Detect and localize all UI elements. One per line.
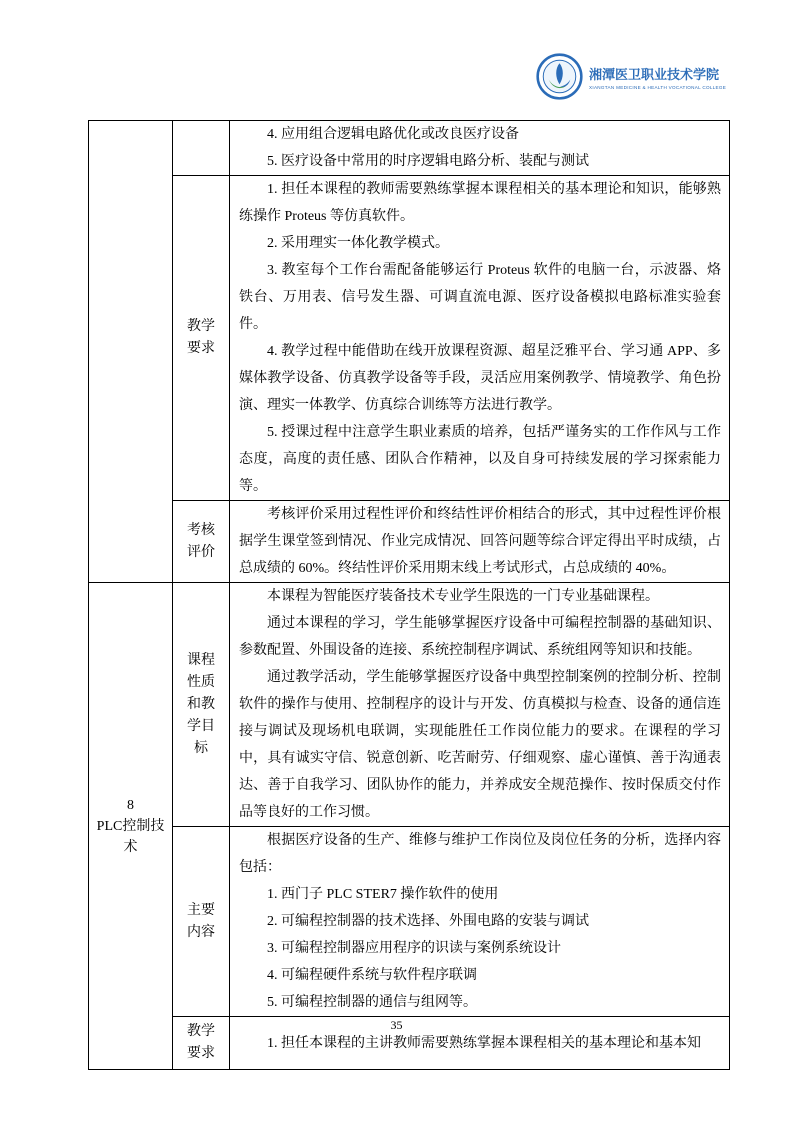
content-item: 5. 可编程控制器的通信与组网等。 <box>267 995 477 1010</box>
syllabus-item: 5. 医疗设备中常用的时序逻辑电路分析、装配与测试 <box>267 154 589 169</box>
course-number-cell-empty <box>89 121 173 583</box>
table-row-teaching-requirements-1 <box>89 176 730 501</box>
nature-paragraph: 通过本课程的学习，学生能够掌握医疗设备中可编程控制器的基础知识、参数配置、外围设备的连接、系统控制程序调试、系统组网等知识和技能。 <box>239 616 721 658</box>
content-cell-assessment <box>230 501 730 583</box>
row-label-assessment: 考核评价 <box>173 501 230 583</box>
requirement-item: 3. 教室每个工作台需配备能够运行 Proteus 软件的电脑一台，示波器、烙铁台、万用表、信号发生器、可调直流电源、医疗设备模拟电路标准实验套件。 <box>239 263 721 332</box>
content-cell-teaching-requirements-1 <box>230 176 730 501</box>
course-name: PLC控制技术 <box>96 818 165 855</box>
college-name-english: XIANGTAN MEDICINE & HEALTH VOCATIONAL COLLEGE <box>589 84 727 90</box>
assessment-text: 考核评价采用过程性评价和终结性评价相结合的形式，其中过程性评价根据学生课堂签到情况、作业完成情况、回答问题等综合评定得出平时成绩，占总成绩的 60%。终结性评价采用期末线上考试形式，占总成绩的 40%。 <box>239 507 721 576</box>
content-item: 1. 西门子 PLC STER7 操作软件的使用 <box>267 887 499 902</box>
content-cell-course-nature <box>230 583 730 827</box>
requirement-item: 5. 授课过程中注意学生职业素质的培养，包括严谨务实的工作作风与工作态度，高度的责任感、团队合作精神，以及自身可持续发展的学习探索能力等。 <box>239 425 721 494</box>
content-item: 2. 可编程控制器的技术选择、外围电路的安装与调试 <box>267 914 589 929</box>
course-number: 8 <box>127 797 134 813</box>
requirement-item: 2. 采用理实一体化教学模式。 <box>267 236 449 251</box>
syllabus-item: 4. 应用组合逻辑电路优化或改良医疗设备 <box>267 127 519 142</box>
content-cell-main-content <box>230 827 730 1017</box>
college-logo-text <box>589 64 726 90</box>
row-label-cell-empty <box>173 121 230 176</box>
requirement-item: 1. 担任本课程的主讲教师需要熟练掌握本课程相关的基本理论和基本知 <box>267 1035 701 1051</box>
row-label-course-nature: 课程性质和教学目标 <box>173 583 230 827</box>
content-item: 4. 可编程硬件系统与软件程序联调 <box>267 968 477 983</box>
main-content-intro: 根据医疗设备的生产、维修与维护工作岗位及岗位任务的分析，选择内容包括： <box>239 833 721 875</box>
course-syllabus-table <box>88 120 730 1070</box>
row-label-teaching-requirements-2: 教学要求 <box>173 1017 230 1070</box>
content-item: 3. 可编程控制器应用程序的识读与案例系统设计 <box>267 941 561 956</box>
course-8-number-name-cell <box>89 583 173 1070</box>
nature-paragraph: 本课程为智能医疗装备技术专业学生限选的一门专业基础课程。 <box>267 589 659 604</box>
table-row-assessment <box>89 501 730 583</box>
college-name-chinese: 湘潭医卫职业技术学院 <box>589 66 720 82</box>
college-emblem-icon <box>536 53 583 100</box>
requirement-item: 1. 担任本课程的教师需要熟练掌握本课程相关的基本理论和知识，能够熟练操作 Proteus 等仿真软件。 <box>239 182 721 224</box>
row-label-main-content: 主要内容 <box>173 827 230 1017</box>
table-row-continued <box>89 121 730 176</box>
page-number: 35 <box>390 1018 403 1032</box>
college-logo <box>536 53 726 100</box>
requirement-item: 4. 教学过程中能借助在线开放课程资源、超星泛雅平台、学习通 APP、多媒体教学设备、仿真教学设备等手段，灵活应用案例教学、情境教学、角色扮演、理实一体教学、仿真综合训练等方法进行教学。 <box>239 344 721 413</box>
table-row-main-content <box>89 827 730 1017</box>
row-label-teaching-requirements: 教学要求 <box>173 176 230 501</box>
table-row-course-nature <box>89 583 730 827</box>
content-cell-continued <box>230 121 730 176</box>
nature-paragraph: 通过教学活动，学生能够掌握医疗设备中典型控制案例的控制分析、控制软件的操作与使用、控制程序的设计与开发、仿真模拟与检查、设备的通信连接与调试及现场机电联调，实现能胜任工作岗位能力的要求。在课程的学习中，具有诚实守信、锐意创新、吃苦耐劳、仔细观察、虚心谨慎、善于沟通表达、善于自我学习、团队协作的能力，并养成安全规范操作、按时保质交付作品等良好的工作习惯。 <box>239 670 721 820</box>
